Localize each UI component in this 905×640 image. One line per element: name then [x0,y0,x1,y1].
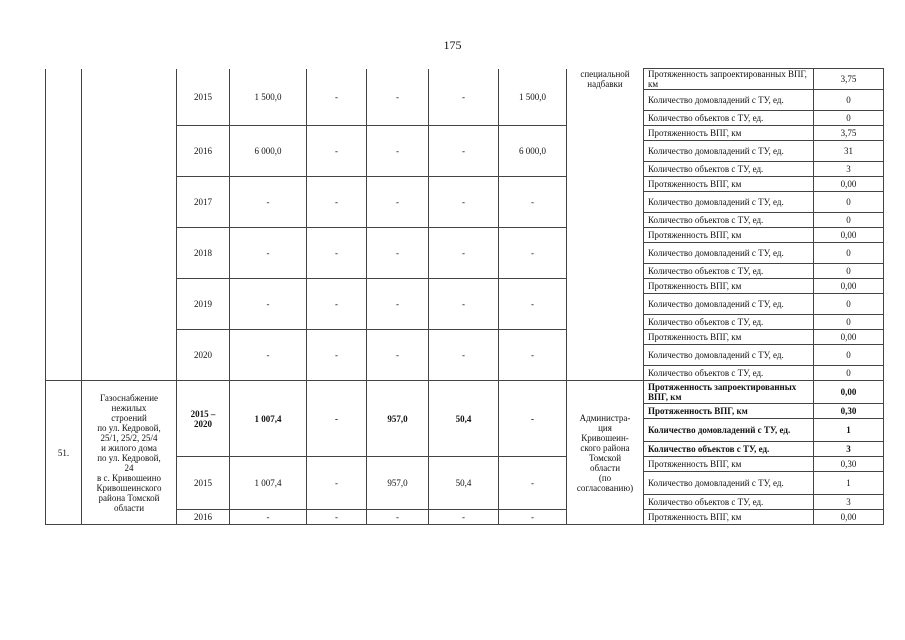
indicator-name-cell: Протяженность запроектированных ВПГ, км [644,69,814,90]
item-number-cell: 51. [46,381,82,525]
indicator-name-cell: Количество объектов с ТУ, ед. [644,315,814,330]
fund-cell-4: - [499,177,567,228]
total-cell: 1 007,4 [230,381,307,457]
indicator-value-cell: 0 [814,294,884,315]
fund-cell-4: - [499,228,567,279]
fund-cell-3: 50,4 [429,381,499,457]
indicator-value-cell: 0,30 [814,404,884,419]
total-cell: - [230,177,307,228]
fund-cell-1: - [307,510,367,525]
indicator-name-cell: Протяженность ВПГ, км [644,330,814,345]
fund-cell-3: - [429,126,499,177]
fund-cell-2: - [367,228,429,279]
indicator-value-cell: 3 [814,442,884,457]
indicator-value-cell: 0 [814,90,884,111]
fund-cell-2: - [367,69,429,126]
indicator-name-cell: Количество объектов с ТУ, ед. [644,162,814,177]
fund-cell-2: 957,0 [367,381,429,457]
fund-cell-4: - [499,381,567,457]
indicator-value-cell: 0,00 [814,279,884,294]
indicator-name-cell: Количество домовладений с ТУ, ед. [644,419,814,442]
indicator-value-cell: 0 [814,315,884,330]
year-cell: 2015 – 2020 [177,381,230,457]
indicator-value-cell: 3 [814,495,884,510]
fund-cell-1: - [307,381,367,457]
indicator-name-cell: Количество объектов с ТУ, ед. [644,213,814,228]
fund-cell-1: - [307,177,367,228]
total-cell: - [230,510,307,525]
fund-cell-2: - [367,330,429,381]
indicator-value-cell: 31 [814,141,884,162]
table-row [46,381,884,404]
fund-cell-4: - [499,510,567,525]
total-cell: - [230,228,307,279]
indicator-name-cell: Протяженность ВПГ, км [644,404,814,419]
indicator-value-cell: 0 [814,345,884,366]
fund-cell-3: - [429,177,499,228]
fund-cell-3: 50,4 [429,457,499,510]
indicator-value-cell: 0 [814,264,884,279]
total-cell: 1 007,4 [230,457,307,510]
indicator-value-cell: 0,00 [814,177,884,192]
year-cell: 2020 [177,330,230,381]
fund-cell-2: - [367,279,429,330]
fund-cell-2: - [367,177,429,228]
program-table [45,68,884,525]
item-number-cell [46,69,82,381]
indicator-name-cell: Протяженность запроектированных ВПГ, км [644,381,814,404]
fund-cell-4: - [499,330,567,381]
fund-cell-3: - [429,69,499,126]
fund-cell-1: - [307,126,367,177]
fund-cell-1: - [307,228,367,279]
indicator-name-cell: Протяженность ВПГ, км [644,510,814,525]
indicator-name-cell: Количество объектов с ТУ, ед. [644,111,814,126]
year-cell: 2016 [177,510,230,525]
indicator-value-cell: 1 [814,472,884,495]
indicator-value-cell: 0,00 [814,381,884,404]
indicator-name-cell: Количество домовладений с ТУ, ед. [644,141,814,162]
indicator-value-cell: 0 [814,243,884,264]
fund-cell-2: - [367,510,429,525]
table-row [46,69,884,90]
fund-cell-3: - [429,510,499,525]
indicator-name-cell: Количество объектов с ТУ, ед. [644,366,814,381]
fund-cell-1: - [307,279,367,330]
fund-cell-3: - [429,330,499,381]
indicator-value-cell: 1 [814,419,884,442]
total-cell: - [230,330,307,381]
year-cell: 2018 [177,228,230,279]
indicator-value-cell: 0,00 [814,510,884,525]
fund-cell-2: - [367,126,429,177]
fund-cell-4: - [499,279,567,330]
indicator-name-cell: Количество домовладений с ТУ, ед. [644,243,814,264]
indicator-name-cell: Количество объектов с ТУ, ед. [644,264,814,279]
indicator-name-cell: Протяженность ВПГ, км [644,228,814,243]
fund-cell-4: - [499,457,567,510]
indicator-name-cell: Протяженность ВПГ, км [644,279,814,294]
fund-cell-4: 6 000,0 [499,126,567,177]
indicator-name-cell: Протяженность ВПГ, км [644,177,814,192]
total-cell: - [230,279,307,330]
item-name-cell [82,69,177,381]
year-cell: 2016 [177,126,230,177]
fund-cell-1: - [307,457,367,510]
fund-cell-1: - [307,69,367,126]
year-cell: 2015 [177,69,230,126]
fund-cell-2: 957,0 [367,457,429,510]
indicator-value-cell: 0,00 [814,228,884,243]
year-cell: 2019 [177,279,230,330]
indicator-name-cell: Количество домовладений с ТУ, ед. [644,345,814,366]
indicator-value-cell: 3 [814,162,884,177]
responsible-cell: Администра- ция Кривошеин- ского района Томской области (по согласованию) [567,381,644,525]
indicator-name-cell: Протяженность ВПГ, км [644,126,814,141]
fund-cell-4: 1 500,0 [499,69,567,126]
indicator-name-cell: Количество объектов с ТУ, ед. [644,495,814,510]
fund-cell-3: - [429,228,499,279]
indicator-name-cell: Протяженность ВПГ, км [644,457,814,472]
indicator-value-cell: 0 [814,213,884,228]
indicator-name-cell: Количество домовладений с ТУ, ед. [644,294,814,315]
indicator-value-cell: 3,75 [814,69,884,90]
total-cell: 6 000,0 [230,126,307,177]
indicator-value-cell: 0,30 [814,457,884,472]
indicator-value-cell: 0 [814,366,884,381]
fund-cell-1: - [307,330,367,381]
indicator-value-cell: 0 [814,111,884,126]
total-cell: 1 500,0 [230,69,307,126]
fund-cell-3: - [429,279,499,330]
indicator-value-cell: 3,75 [814,126,884,141]
indicator-value-cell: 0,00 [814,330,884,345]
indicator-name-cell: Количество объектов с ТУ, ед. [644,442,814,457]
indicator-name-cell: Количество домовладений с ТУ, ед. [644,472,814,495]
responsible-cell: специальной надбавки [567,69,644,381]
year-cell: 2015 [177,457,230,510]
indicator-name-cell: Количество домовладений с ТУ, ед. [644,90,814,111]
page-number: 175 [443,38,462,52]
year-cell: 2017 [177,177,230,228]
indicator-value-cell: 0 [814,192,884,213]
indicator-name-cell: Количество домовладений с ТУ, ед. [644,192,814,213]
item-name-cell: Газоснабжение нежилых строений по ул. Кедровой, 25/1, 25/2, 25/4 и жилого дома по ул. Кедровой, 24 в с. Кривошеино Кривошеинского района Томской области [82,381,177,525]
